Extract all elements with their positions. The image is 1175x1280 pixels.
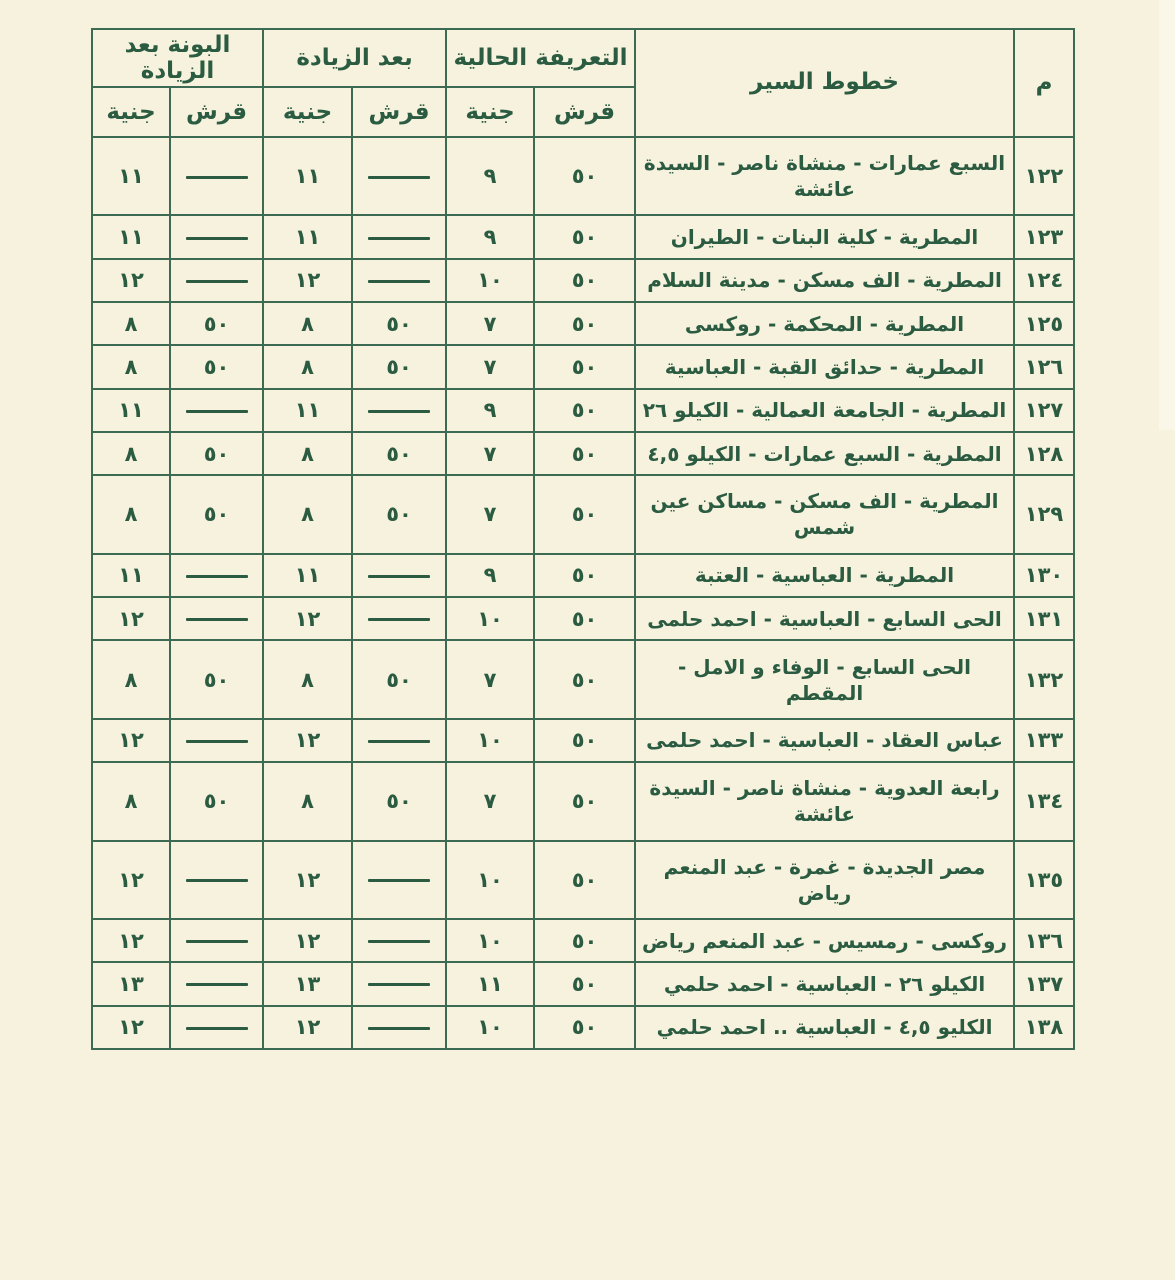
route-name: المطرية - كلية البنات - الطيران (635, 215, 1014, 258)
fare-value: ٥٠ (170, 640, 263, 718)
fare-value (352, 215, 446, 258)
fare-value: ١٢ (92, 259, 170, 302)
tariff-table (91, 28, 1075, 1050)
fare-value (170, 389, 263, 432)
dash-line (368, 176, 430, 179)
fare-value: ١٢ (263, 597, 352, 640)
row-number: ١٣١ (1014, 597, 1074, 640)
table-row (92, 302, 1074, 345)
route-name: الحى السابع - الوفاء و الامل - المقطم (635, 640, 1014, 718)
dash-line (186, 1027, 248, 1030)
table-row (92, 640, 1074, 718)
table-row (92, 719, 1074, 762)
dash-line (368, 575, 430, 578)
table-row (92, 1006, 1074, 1049)
table-row (92, 215, 1074, 258)
route-name: المطرية - المحكمة - روكسى (635, 302, 1014, 345)
row-number: ١٢٦ (1014, 345, 1074, 388)
header-after-geneh: جنية (263, 87, 352, 137)
fare-value: ١١ (446, 962, 534, 1005)
route-name: المطرية - السبع عمارات - الكيلو ٤,٥ (635, 432, 1014, 475)
fare-value (352, 597, 446, 640)
fare-value: ٥٠ (170, 762, 263, 840)
fare-value: ٨ (263, 302, 352, 345)
fare-value (170, 215, 263, 258)
dash-line (186, 237, 248, 240)
row-number: ١٣٥ (1014, 841, 1074, 919)
fare-value (170, 719, 263, 762)
table-row (92, 554, 1074, 597)
fare-value: ٥٠ (534, 962, 635, 1005)
route-name: المطرية - الف مسكن - مساكن عين شمس (635, 475, 1014, 553)
row-number: ١٣٣ (1014, 719, 1074, 762)
dash-line (186, 983, 248, 986)
fare-value: ١١ (263, 554, 352, 597)
row-number: ١٣٠ (1014, 554, 1074, 597)
dash-line (368, 1027, 430, 1030)
fare-value: ١٢ (263, 259, 352, 302)
header-bonus-qirsh: قرش (170, 87, 263, 137)
fare-value: ٥٠ (534, 302, 635, 345)
fare-value: ١٠ (446, 841, 534, 919)
route-name: عباس العقاد - العباسية - احمد حلمى (635, 719, 1014, 762)
fare-value: ١٢ (263, 719, 352, 762)
dash-line (186, 618, 248, 621)
fare-value: ٩ (446, 554, 534, 597)
fare-value: ٥٠ (534, 919, 635, 962)
fare-value: ٨ (92, 762, 170, 840)
header-bonus-geneh: جنية (92, 87, 170, 137)
table-row (92, 345, 1074, 388)
fare-value: ٥٠ (170, 432, 263, 475)
fare-value: ٥٠ (352, 345, 446, 388)
fare-value: ٥٠ (534, 475, 635, 553)
table-body (92, 137, 1074, 1049)
fare-value: ١٣ (263, 962, 352, 1005)
fare-value: ١٠ (446, 259, 534, 302)
dash-line (368, 740, 430, 743)
dash-line (368, 410, 430, 413)
fare-value: ٥٠ (534, 841, 635, 919)
fare-value (352, 919, 446, 962)
fare-value: ١٠ (446, 597, 534, 640)
route-name: مصر الجديدة - غمرة - عبد المنعم رياض (635, 841, 1014, 919)
row-number: ١٢٥ (1014, 302, 1074, 345)
fare-value (170, 919, 263, 962)
header-group-row (92, 29, 1074, 87)
fare-value: ٥٠ (352, 432, 446, 475)
fare-value: ٧ (446, 302, 534, 345)
fare-value: ٩ (446, 389, 534, 432)
fare-value: ٨ (92, 302, 170, 345)
fare-value: ٥٠ (170, 345, 263, 388)
fare-value (170, 554, 263, 597)
table-row (92, 597, 1074, 640)
row-number: ١٣٦ (1014, 919, 1074, 962)
route-name: رابعة العدوية - منشاة ناصر - السيدة عائشة (635, 762, 1014, 840)
fare-value: ٩ (446, 215, 534, 258)
dash-line (186, 176, 248, 179)
fare-value: ٥٠ (352, 475, 446, 553)
fare-value: ٨ (92, 475, 170, 553)
fare-value: ٨ (263, 475, 352, 553)
fare-value (352, 389, 446, 432)
fare-value: ٧ (446, 640, 534, 718)
route-name: المطرية - العباسية - العتبة (635, 554, 1014, 597)
dash-line (368, 940, 430, 943)
header-current-geneh: جنية (446, 87, 534, 137)
fare-value: ٥٠ (534, 137, 635, 215)
fare-value: ١١ (92, 554, 170, 597)
fare-value (170, 597, 263, 640)
fare-value: ٥٠ (534, 432, 635, 475)
fare-value (352, 841, 446, 919)
fare-value: ١٢ (92, 1006, 170, 1049)
header-serial: م (1014, 29, 1074, 137)
table-row (92, 762, 1074, 840)
fare-value: ١١ (263, 215, 352, 258)
fare-value: ٥٠ (534, 215, 635, 258)
fare-value: ١٢ (92, 919, 170, 962)
fare-value: ١٢ (263, 1006, 352, 1049)
dash-line (368, 280, 430, 283)
fare-value: ١١ (92, 137, 170, 215)
header-routes: خطوط السير (635, 29, 1014, 137)
fare-value: ٨ (263, 432, 352, 475)
fare-value: ١٠ (446, 1006, 534, 1049)
dash-line (186, 879, 248, 882)
header-current-qirsh: قرش (534, 87, 635, 137)
row-number: ١٢٤ (1014, 259, 1074, 302)
fare-value: ٥٠ (534, 597, 635, 640)
route-name: الكليو ٤,٥ - العباسية .. احمد حلمي (635, 1006, 1014, 1049)
fare-value: ٧ (446, 762, 534, 840)
fare-value: ١١ (263, 389, 352, 432)
fare-value: ١١ (263, 137, 352, 215)
fare-value: ٥٠ (352, 762, 446, 840)
fare-value: ٥٠ (352, 302, 446, 345)
fare-value: ١١ (92, 215, 170, 258)
fare-value: ٨ (92, 345, 170, 388)
header-current-tariff: التعريفة الحالية (446, 29, 635, 87)
fare-value (170, 137, 263, 215)
fare-value (170, 962, 263, 1005)
row-number: ١٣٤ (1014, 762, 1074, 840)
fare-value: ٥٠ (534, 259, 635, 302)
route-name: المطرية - حدائق القبة - العباسية (635, 345, 1014, 388)
row-number: ١٢٣ (1014, 215, 1074, 258)
dash-line (186, 280, 248, 283)
dash-line (368, 983, 430, 986)
fare-value: ١٢ (92, 841, 170, 919)
fare-value: ٥٠ (534, 389, 635, 432)
header-after-increase: بعد الزيادة (263, 29, 446, 87)
dash-line (186, 940, 248, 943)
fare-value: ١١ (92, 389, 170, 432)
row-number: ١٣٧ (1014, 962, 1074, 1005)
fare-value: ٥٠ (534, 554, 635, 597)
fare-value (170, 841, 263, 919)
row-number: ١٢٧ (1014, 389, 1074, 432)
table-row (92, 475, 1074, 553)
fare-value (170, 259, 263, 302)
fare-value: ١٢ (92, 719, 170, 762)
row-number: ١٢٩ (1014, 475, 1074, 553)
route-name: المطرية - الف مسكن - مدينة السلام (635, 259, 1014, 302)
dash-line (368, 237, 430, 240)
fare-value: ١٠ (446, 719, 534, 762)
fare-value: ٨ (263, 640, 352, 718)
fare-value: ٥٠ (534, 762, 635, 840)
dash-line (186, 575, 248, 578)
fare-value: ٨ (263, 345, 352, 388)
fare-value: ٥٠ (534, 719, 635, 762)
route-name: الكيلو ٢٦ - العباسية - احمد حلمي (635, 962, 1014, 1005)
table-row (92, 137, 1074, 215)
fare-value: ٧ (446, 345, 534, 388)
route-name: روكسى - رمسيس - عبد المنعم رياض (635, 919, 1014, 962)
fare-value: ٥٠ (170, 302, 263, 345)
fare-value: ٨ (92, 640, 170, 718)
row-number: ١٢٨ (1014, 432, 1074, 475)
route-name: المطرية - الجامعة العمالية - الكيلو ٢٦ (635, 389, 1014, 432)
fare-value: ١٢ (92, 597, 170, 640)
fare-value: ١٢ (263, 841, 352, 919)
row-number: ١٢٢ (1014, 137, 1074, 215)
table-row (92, 432, 1074, 475)
fare-value: ٥٠ (534, 640, 635, 718)
dash-line (186, 410, 248, 413)
fare-value (352, 962, 446, 1005)
header-after-qirsh: قرش (352, 87, 446, 137)
table-row (92, 919, 1074, 962)
scan-edge-artifact (1159, 0, 1175, 430)
fare-value: ٥٠ (534, 345, 635, 388)
fare-value: ٨ (92, 432, 170, 475)
fare-value (352, 137, 446, 215)
fare-value: ١٣ (92, 962, 170, 1005)
fare-value: ٥٠ (534, 1006, 635, 1049)
fare-value (352, 554, 446, 597)
table-row (92, 389, 1074, 432)
fare-value (352, 1006, 446, 1049)
fare-value: ١٢ (263, 919, 352, 962)
header-bonus-after-increase: البونة بعد الزيادة (92, 29, 263, 87)
route-name: الحى السابع - العباسية - احمد حلمى (635, 597, 1014, 640)
dash-line (368, 879, 430, 882)
table-row (92, 962, 1074, 1005)
fare-value: ٩ (446, 137, 534, 215)
fare-value: ٧ (446, 432, 534, 475)
table-row (92, 259, 1074, 302)
fare-value: ٥٠ (352, 640, 446, 718)
fare-value: ٥٠ (170, 475, 263, 553)
fare-value: ٧ (446, 475, 534, 553)
route-name: السبع عمارات - منشاة ناصر - السيدة عائشة (635, 137, 1014, 215)
fare-value (352, 719, 446, 762)
row-number: ١٣٢ (1014, 640, 1074, 718)
row-number: ١٣٨ (1014, 1006, 1074, 1049)
fare-value: ١٠ (446, 919, 534, 962)
fare-value: ٨ (263, 762, 352, 840)
fare-value (170, 1006, 263, 1049)
dash-line (368, 618, 430, 621)
fare-value (352, 259, 446, 302)
dash-line (186, 740, 248, 743)
table-row (92, 841, 1074, 919)
